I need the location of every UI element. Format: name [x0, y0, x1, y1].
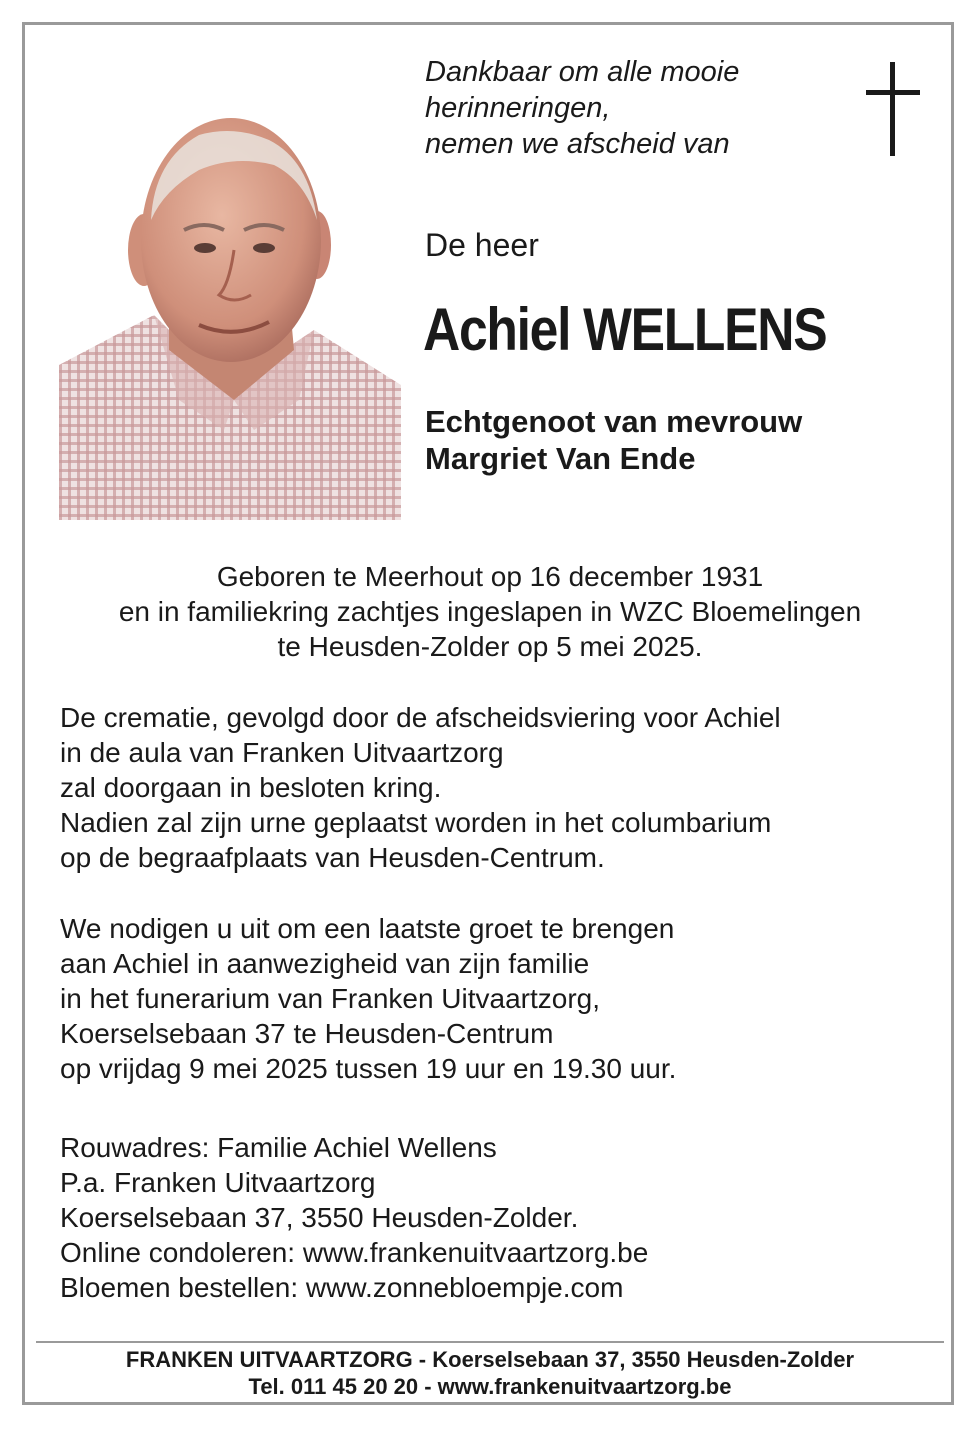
birth-line: Geboren te Meerhout op 16 december 1931	[216, 561, 764, 592]
visitation-info	[60, 911, 676, 1086]
visitation-line: aan Achiel in aanwezigheid van zijn familie	[60, 948, 590, 979]
footer	[40, 1346, 940, 1400]
condolence-link: Online condoleren: www.frankenuitvaartzorg.be	[60, 1237, 649, 1268]
cremation-info	[60, 700, 781, 875]
footer-divider	[36, 1341, 944, 1343]
intro-line: nemen we afscheid van	[425, 128, 730, 160]
portrait-photo	[59, 100, 401, 520]
footer-line: FRANKEN UITVAARTZORG - Koerselsebaan 37, 3550 Heusden-Zolder	[125, 1347, 855, 1372]
visitation-line: We nodigen u uit om een laatste groet te brengen	[60, 913, 675, 944]
cremation-line: Nadien zal zijn urne geplaatst worden in het columbarium	[60, 807, 772, 838]
spouse-line: Margriet Van Ende	[425, 441, 696, 476]
birth-death-info	[40, 559, 940, 664]
cremation-line: op de begraafplaats van Heusden-Centrum.	[60, 842, 605, 873]
cremation-line: in de aula van Franken Uitvaartzorg	[60, 737, 504, 768]
contact-line: Koerselsebaan 37, 3550 Heusden-Zolder.	[60, 1202, 579, 1233]
intro-line: herinneringen,	[425, 92, 611, 124]
cross-icon	[864, 60, 922, 158]
deceased-name: Achiel WELLENS	[423, 296, 827, 363]
intro-text	[425, 54, 739, 162]
footer-line: Tel. 011 45 20 20 - www.frankenuitvaartzorg.be	[248, 1374, 732, 1399]
visitation-line: in het funerarium van Franken Uitvaartzorg,	[60, 983, 601, 1014]
birth-line: en in familiekring zachtjes ingeslapen in WZC Bloemelingen	[118, 596, 862, 627]
salutation: De heer	[425, 227, 539, 263]
birth-line: te Heusden-Zolder op 5 mei 2025.	[277, 631, 703, 662]
flowers-link: Bloemen bestellen: www.zonnebloempje.com	[60, 1272, 624, 1303]
visitation-line: Koerselsebaan 37 te Heusden-Centrum	[60, 1018, 554, 1049]
visitation-line: op vrijdag 9 mei 2025 tussen 19 uur en 19.30 uur.	[60, 1053, 677, 1084]
spouse-info	[425, 403, 802, 477]
contact-line: Rouwadres: Familie Achiel Wellens	[60, 1132, 497, 1163]
cremation-line: De crematie, gevolgd door de afscheidsviering voor Achiel	[60, 702, 781, 733]
contact-info	[60, 1130, 648, 1305]
intro-line: Dankbaar om alle mooie	[425, 56, 740, 88]
cremation-line: zal doorgaan in besloten kring.	[60, 772, 442, 803]
contact-line: P.a. Franken Uitvaartzorg	[60, 1167, 376, 1198]
spouse-line: Echtgenoot van mevrouw	[425, 404, 803, 439]
